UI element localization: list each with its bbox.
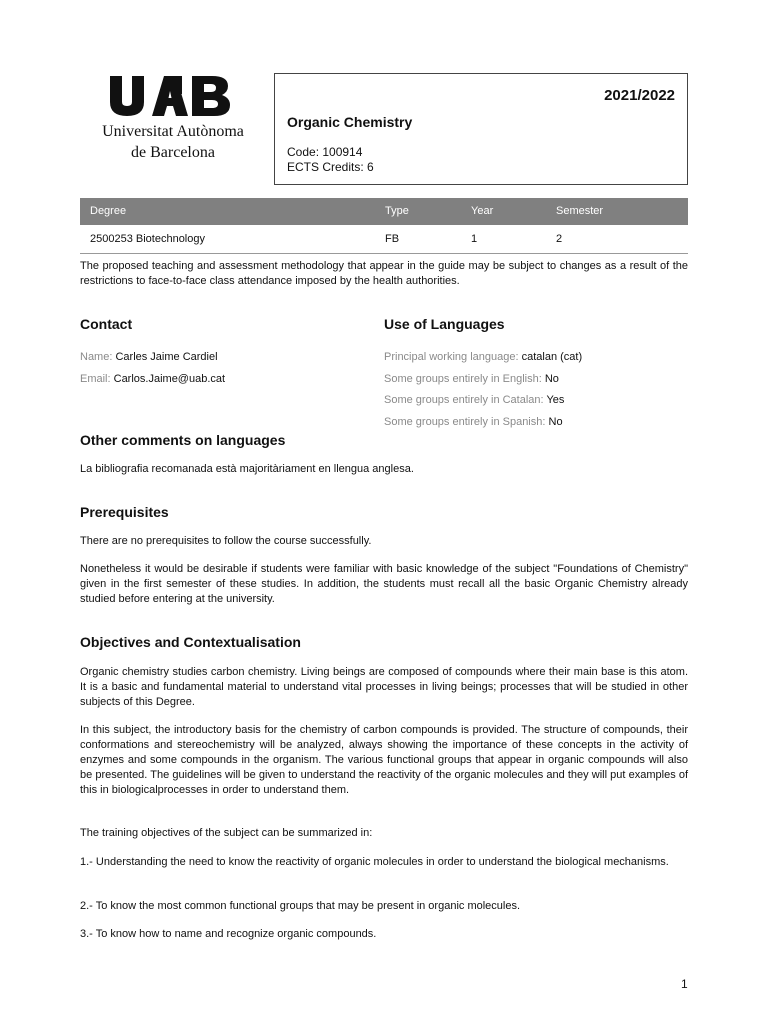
objectives-p3: The training objectives of the subject can be summarized in:	[80, 827, 373, 839]
objectives-p1: Organic chemistry studies carbon chemistry. Living beings are composed of compounds where their main base is this atom. It is a basic and fundamental material to understand vital processes in living beings; processes that will be studied in other subjects of this Degree.	[80, 666, 688, 708]
contact-email	[80, 372, 225, 387]
languages-heading: Use of Languages	[384, 316, 505, 332]
language-label: Some groups entirely in English:	[384, 373, 542, 385]
methodology-notice: The proposed teaching and assessment methodology that appear in the guide may be subject to changes as a result of the restrictions to face-to-face class attendance imposed by the health authorities.	[80, 260, 688, 287]
language-label: Principal working language:	[384, 351, 519, 363]
contact-heading: Contact	[80, 316, 133, 332]
objectives-heading: Objectives and Contextualisation	[80, 634, 301, 650]
language-item	[384, 415, 563, 430]
cell-year: 1	[471, 233, 478, 245]
degree-table-header	[80, 198, 688, 225]
course-credits: ECTS Credits: 6	[287, 160, 374, 174]
uab-logo-icon	[108, 76, 232, 116]
objective-item-1: 1.- Understanding the need to know the reactivity of organic molecules in order to understand the biological mechanisms.	[80, 856, 669, 868]
contact-email-value[interactable]: Carlos.Jaime@uab.cat	[113, 373, 226, 385]
table-row	[80, 226, 688, 254]
cell-degree: 2500253 Biotechnology	[90, 233, 205, 245]
course-code: Code: 100914	[287, 145, 363, 159]
course-title: Organic Chemistry	[287, 114, 413, 130]
cell-type: FB	[385, 233, 400, 245]
prerequisites-heading: Prerequisites	[80, 504, 169, 520]
prerequisites-p2: Nonetheless it would be desirable if students were familiar with basic knowledge of the subject "Foundations of Chemistry" given in the first semester of these studies. In addition, the students must recall all the basic Organic Chemistry already studied before entering at the university.	[80, 563, 688, 605]
header-year: Year	[471, 205, 494, 217]
language-item	[384, 393, 564, 408]
header-degree: Degree	[90, 205, 127, 217]
contact-name	[80, 350, 218, 365]
language-value: No	[544, 373, 559, 385]
objective-item-2: 2.- To know the most common functional groups that may be present in organic molecules.	[80, 900, 521, 912]
cell-semester: 2	[556, 233, 563, 245]
objective-item-3: 3.- To know how to name and recognize organic compounds.	[80, 928, 377, 940]
page-number: 1	[681, 977, 688, 991]
language-value: catalan (cat)	[521, 351, 583, 363]
language-value: No	[548, 416, 563, 428]
language-label: Some groups entirely in Spanish:	[384, 416, 546, 428]
header-semester: Semester	[556, 205, 604, 217]
university-name-line1: Universitat Autònoma	[102, 123, 244, 140]
objectives-p2: In this subject, the introductory basis for the chemistry of carbon compounds is provided. The structure of compounds, their conformations and stereochemistry will be analyzed, always showing the importance of these concepts in the activity of enzymes and some compounds in the organism. The various functional groups that appear in organic compounds will also be presented. The guidelines will be given to understand the reactivity of the organic molecules and they will put examples of this in biologicalprocesses in order to understand them.	[80, 724, 688, 796]
language-value: Yes	[546, 394, 565, 406]
university-name-line2: de Barcelona	[131, 144, 215, 161]
uab-logo-mark	[108, 76, 232, 116]
academic-year: 2021/2022	[604, 87, 675, 104]
other-comments-text: La bibliografia recomanada està majoritàriament en llengua anglesa.	[80, 463, 414, 475]
course-info-box	[274, 73, 688, 185]
header-type: Type	[385, 205, 409, 217]
university-name	[83, 121, 263, 163]
contact-name-label: Name:	[80, 351, 113, 363]
language-item	[384, 350, 582, 365]
language-label: Some groups entirely in Catalan:	[384, 394, 544, 406]
other-comments-heading: Other comments on languages	[80, 432, 286, 448]
contact-name-value: Carles Jaime Cardiel	[115, 351, 218, 363]
prerequisites-p1: There are no prerequisites to follow the course successfully.	[80, 535, 372, 547]
language-item	[384, 372, 559, 387]
contact-email-label: Email:	[80, 373, 111, 385]
